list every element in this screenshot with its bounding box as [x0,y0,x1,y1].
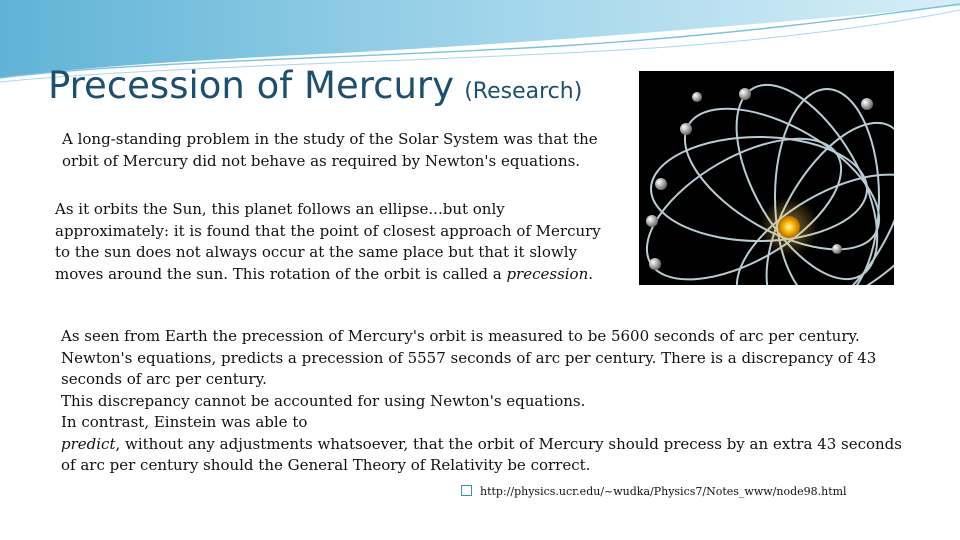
sun-icon [778,216,800,238]
orbit-precession-image [639,71,894,285]
paragraph-line: As seen from Earth the precession of Mercury's orbit is measured to be 5600 seconds of arc per century. Newton's equations, predicts a precession of 5557 seconds of arc per century. There is a discrepancy of 43 seconds of arc per century. [61,327,877,388]
predict-term: predict [61,434,116,453]
paragraph-discrepancy [61,326,921,477]
paragraph-line: This discrepancy cannot be accounted for using Newton's equations. [61,391,586,410]
reference-link[interactable] [461,485,847,498]
paragraph-einstein [61,412,921,477]
title-main: Precession of Mercury [48,64,455,107]
paragraph-intro: A long-standing problem in the study of the Solar System was that the orbit of Mercury did not behave as required by Newton's equations. [62,130,598,170]
paragraph-ellipse: As it orbits the Sun, this planet follows an ellipse...but only approximately: it is found that the point of closest approach of Mercury to the sun does not always occur at the same place but that it slowly moves around the sun. This rotation of the orbit is called a precession. [55,200,601,283]
bullet-icon [461,485,472,496]
slide-title [48,64,582,107]
paragraph-ellipse-text: As it orbits the Sun, this planet follows an ellipse...but only approximately: it is found that the point of closest approach of Mercury to the sun does not always occur at the same place but that it slowly moves around the sun. This rotation of the orbit is called a [55,200,601,283]
precession-term: precession [506,264,589,283]
reference-link-text[interactable]: http://physics.ucr.edu/~wudka/Physics7/Notes_www/node98.html [480,485,847,498]
orbit-precession-diagram [639,71,894,285]
einstein-suffix: , without any adjustments whatsoever, that the orbit of Mercury should precess by an extra 43 seconds of arc per century should the General Theory of Relativity be correct. [61,434,902,474]
einstein-prefix: In contrast, Einstein was able to [61,413,308,431]
title-suffix: (Research) [464,79,583,104]
